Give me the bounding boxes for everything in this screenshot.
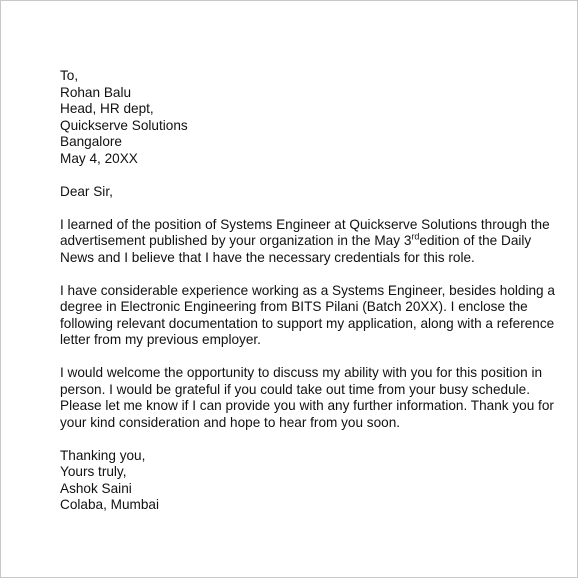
closing-sign-off: Yours truly,	[60, 464, 127, 479]
paragraph-1-line-2-after: edition of the Daily	[419, 233, 532, 248]
paragraph-3-line-4: your kind consideration and hope to hear from you soon.	[60, 414, 401, 430]
paragraph-2-line-3: following relevant documentation to support my application, along with a reference	[60, 315, 555, 331]
paragraph-2-line-1: I have considerable experience working as a Systems Engineer, besides holding a	[60, 282, 555, 298]
paragraph-3-line-1: I would welcome the opportunity to discuss my ability with you for this position in	[60, 365, 543, 380]
closing-block	[60, 448, 523, 514]
paragraph-1	[60, 216, 550, 267]
greeting: Dear Sir,	[60, 183, 113, 199]
address-block	[60, 68, 523, 167]
paragraph-1-line-3: News and I believe that I have the necessary credentials for this role.	[60, 249, 475, 265]
closing-thanks: Thanking you,	[60, 447, 146, 463]
spacer	[60, 431, 523, 448]
paragraph-2-line-4: letter from my previous employer.	[60, 332, 261, 347]
paragraph-1-line-2	[60, 231, 532, 250]
recipient-title: Head, HR dept,	[60, 101, 154, 116]
ordinal-suffix: rd	[411, 231, 420, 242]
letter-body	[60, 68, 555, 514]
company-name: Quickserve Solutions	[60, 117, 188, 133]
city: Bangalore	[60, 134, 122, 149]
to-line: To,	[60, 68, 79, 83]
letter-date: May 4, 20XX	[60, 150, 138, 166]
spacer	[60, 266, 523, 283]
paragraph-3-line-3: Please let me know if I can provide you with any further information. Thank you for	[60, 398, 554, 413]
paragraph-3-line-2: person. I would be grateful if you could take out time from your busy schedule.	[60, 381, 530, 397]
spacer	[60, 167, 523, 184]
sender-location: Colaba, Mumbai	[60, 497, 159, 512]
paragraph-2	[60, 282, 555, 349]
paragraph-2-line-2: degree in Electronic Engineering from BITS Pilani (Batch 20XX). I enclose the	[60, 299, 528, 314]
paragraph-1-line-2-before: advertisement published by your organization in the May 3	[60, 233, 412, 248]
sender-name: Ashok Saini	[60, 480, 132, 496]
spacer	[60, 349, 523, 366]
paragraph-1-line-1: I learned of the position of Systems Engineer at Quickserve Solutions through the	[60, 216, 550, 232]
recipient-name: Rohan Balu	[60, 84, 132, 100]
spacer	[60, 200, 523, 217]
paragraph-3	[60, 365, 554, 431]
